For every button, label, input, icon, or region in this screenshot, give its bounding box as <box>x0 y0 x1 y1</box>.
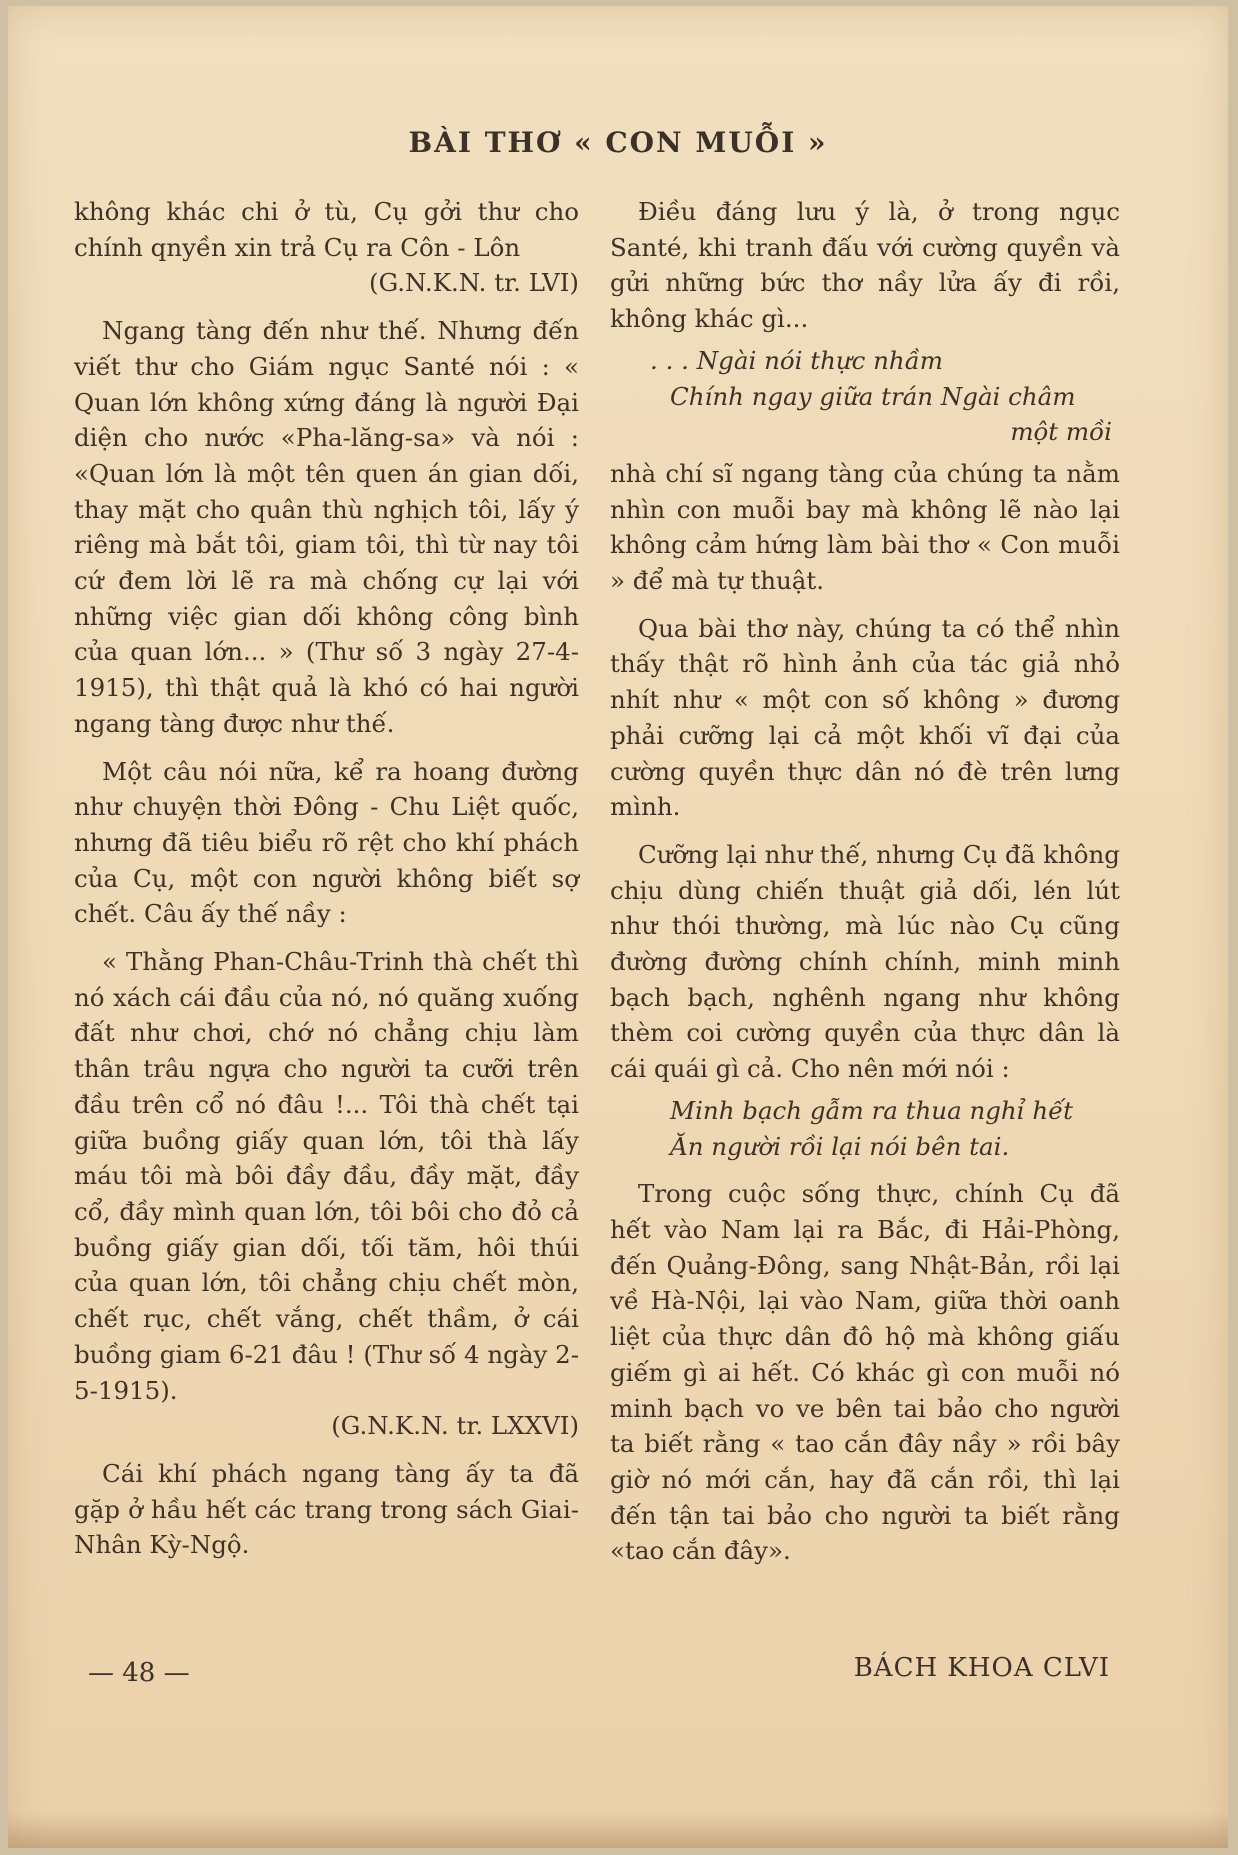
right-column <box>610 194 1120 1569</box>
verse-line: Minh bạch gẫm ra thua nghỉ hết <box>670 1095 1074 1125</box>
verse <box>610 1093 1120 1164</box>
paragraph: nhà chí sĩ ngang tàng của chúng ta nằm nhìn con muỗi bay mà không lẽ nào lại không cảm hứng làm bài thơ « Con muỗi » để mà tự thuật. <box>610 458 1120 596</box>
left-column <box>74 194 579 1563</box>
page-number: — 48 — <box>88 1658 190 1688</box>
verse <box>610 343 1120 450</box>
paragraph: Ngang tàng đến như thế. Nhưng đến viết thư cho Giám ngục Santé nói : « Quan lớn không xứng đáng là người Đại diện cho nước «Pha-lăng-sa» và nói : «Quan lớn là một tên quen án gian dối, thay mặt cho quân thù nghịch tôi, lấy ý riêng mà bắt tôi, giam tôi, thì từ nay tôi cứ đem lời lẽ ra mà chống cự lại với những việc gian dối không công bình của quan lớn... » (Thư số 3 ngày 27-4-1915), thì thật quả là khó có hai người ngang tàng được như thế. <box>74 316 579 738</box>
paragraph: Một câu nói nữa, kể ra hoang đường như chuyện thời Đông - Chu Liệt quốc, nhưng đã tiêu biểu rõ rệt cho khí phách của Cụ, một con người không biết sợ chết. Câu ấy thế nầy : <box>74 756 579 929</box>
citation: (G.N.K.N. tr. LXXVI) <box>331 1411 579 1441</box>
verse-line: Ăn người rồi lại nói bên tai. <box>670 1131 1010 1161</box>
publication-name: BÁCH KHOA CLVI <box>853 1653 1110 1683</box>
quotation: « Thằng Phan-Châu-Trinh thà chết thì nó xách cái đầu của nó, nó quăng xuống đất như chơi, chớ nó chẳng chịu làm thân trâu ngựa cho người ta cưỡi trên đầu trên cổ nó đâu !... Tôi thà chết tại giữa buồng giấy quan lớn, tôi thà lấy máu tôi mà bôi đầy đầu, đầy mặt, đầy cổ, đầy mình quan lớn, tôi bôi cho đỏ cả buồng giấy gian dối, tối tăm, hôi thúi của quan lớn, tôi chẳng chịu chết mòn, chết rục, chết vắng, chết thầm, ở cái buồng giam 6-21 đâu ! (Thư số 4 ngày 2-5-1915). <box>74 947 579 1405</box>
verse-line: . . . Ngài nói thực nhầm <box>650 345 943 375</box>
magazine-page <box>8 6 1228 1848</box>
paragraph: Trong cuộc sống thực, chính Cụ đã hết vào Nam lại ra Bắc, đi Hải-Phòng, đến Quảng-Đông, sang Nhật-Bản, rồi lại về Hà-Nội, lại vào Nam, giữa thời oanh liệt của thực dân đô hộ mà không giấu giếm gì ai hết. Có khác gì con muỗi nó minh bạch vo ve bên tai bảo cho người ta biết rằng « tao cắn đây nầy » rồi bây giờ nó mới cắn, hay đã cắn rồi, thì lại đến tận tai bảo cho người ta biết rằng «tao cắn đây». <box>610 1179 1120 1566</box>
verse-line: một mồi <box>1010 417 1112 447</box>
paragraph: không khác chi ở tù, Cụ gởi thư cho chính qnyền xin trả Cụ ra Côn - Lôn <box>74 197 579 262</box>
paragraph: Điều đáng lưu ý là, ở trong ngục Santé, khi tranh đấu với cường quyền và gửi những bức thơ nầy lửa ấy đi rồi, không khác gì... <box>610 197 1120 334</box>
verse-line: Chính ngay giữa trán Ngài châm <box>670 381 1076 411</box>
page-edge-shadow <box>8 1812 1228 1848</box>
paragraph: Cái khí phách ngang tàng ấy ta đã gặp ở hầu hết các trang trong sách Giai-Nhân Kỳ-Ngộ. <box>74 1458 579 1560</box>
paragraph: Cưỡng lại như thế, nhưng Cụ đã không chịu dùng chiến thuật giả dối, lén lút như thói thường, mà lúc nào Cụ cũng đường đường chính chính, minh minh bạch bạch, nghênh ngang như không thèm coi cường quyền của thực dân là cái quái gì cả. Cho nên mới nói : <box>610 839 1120 1084</box>
page-title: BÀI THƠ « CON MUỖI » <box>408 126 828 159</box>
citation: (G.N.K.N. tr. LVI) <box>369 268 579 298</box>
paragraph: Qua bài thơ này, chúng ta có thể nhìn thấy thật rõ hình ảnh của tác giả nhỏ nhít như « một con số không » đương phải cưỡng lại cả một khối vĩ đại của cường quyền thực dân nó đè trên lưng mình. <box>610 613 1120 822</box>
